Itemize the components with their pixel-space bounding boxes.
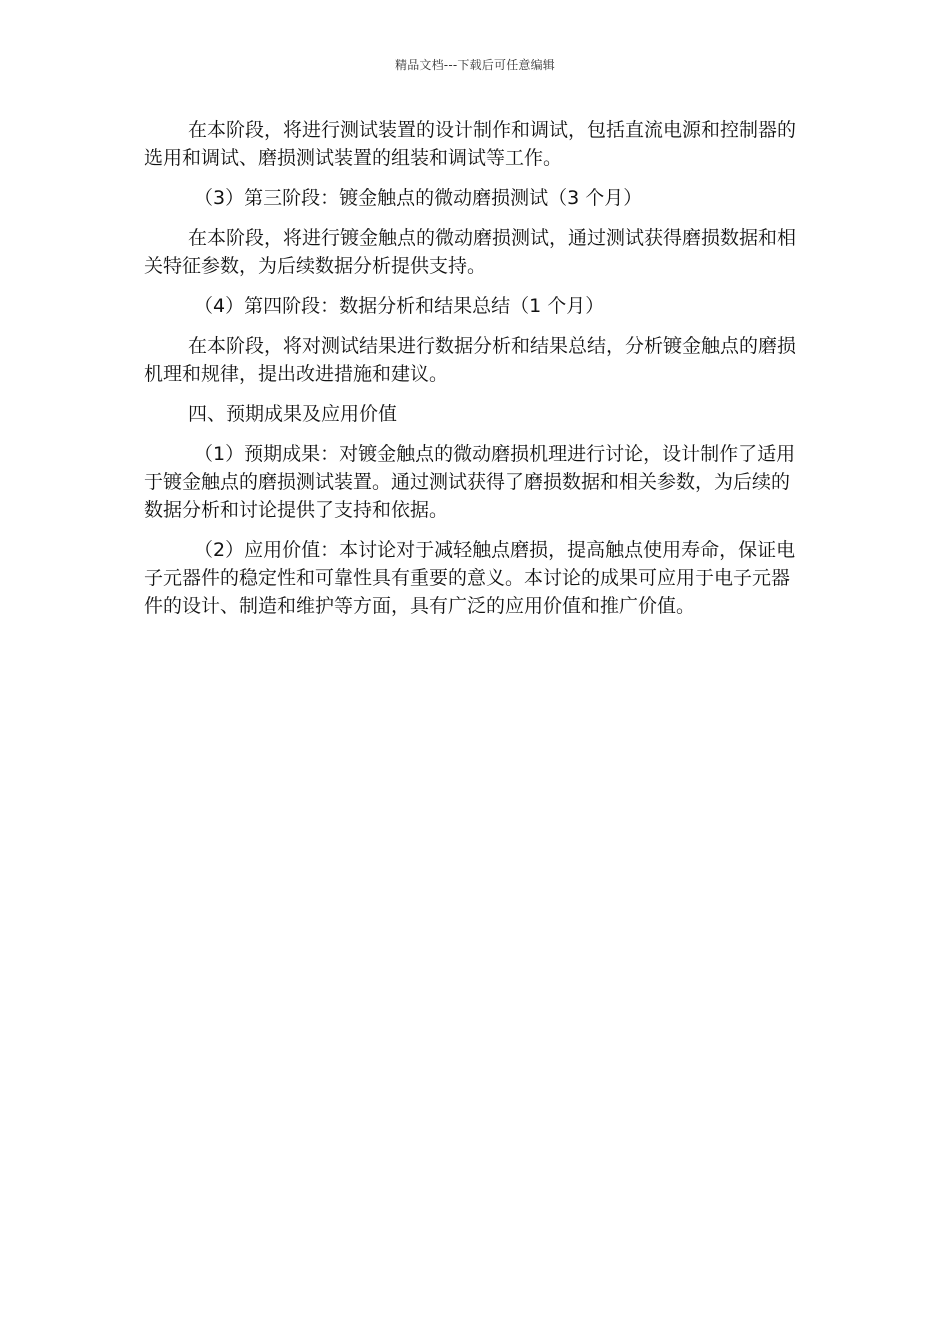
paragraph-expected-results: （1）预期成果：对镀金触点的微动磨损机理进行讨论，设计制作了适用于镀金触点的磨损测试装置。通过测试获得了磨损数据和相关参数，为后续的数据分析和讨论提供了支持和依据。 xyxy=(144,443,796,521)
page-header-watermark: 精品文档---下载后可任意编辑 xyxy=(395,58,555,72)
paragraph-phase3-description: 在本阶段，将进行镀金触点的微动磨损测试，通过测试获得磨损数据和相关特征参数，为后续数据分析提供支持。 xyxy=(144,227,797,277)
section-heading-expected-results: 四、预期成果及应用价值 xyxy=(188,403,398,425)
paragraph-phase4-description: 在本阶段，将对测试结果进行数据分析和结果总结，分析镀金触点的磨损机理和规律，提出改进措施和建议。 xyxy=(144,335,797,385)
paragraph-phase3-title: （3）第三阶段：镀金触点的微动磨损测试（3 个月） xyxy=(194,187,643,209)
paragraph-application-value: （2）应用价值：本讨论对于减轻触点磨损，提高触点使用寿命，保证电子元器件的稳定性和可靠性具有重要的意义。本讨论的成果可应用于电子元器件的设计、制造和维护等方面，具有广泛的应用价值和推广价值。 xyxy=(144,539,796,617)
paragraph-phase2-description: 在本阶段，将进行测试装置的设计制作和调试，包括直流电源和控制器的选用和调试、磨损测试装置的组装和调试等工作。 xyxy=(144,119,797,169)
paragraph-phase4-title: （4）第四阶段：数据分析和结果总结（1 个月） xyxy=(194,295,605,317)
document-body xyxy=(144,116,808,632)
